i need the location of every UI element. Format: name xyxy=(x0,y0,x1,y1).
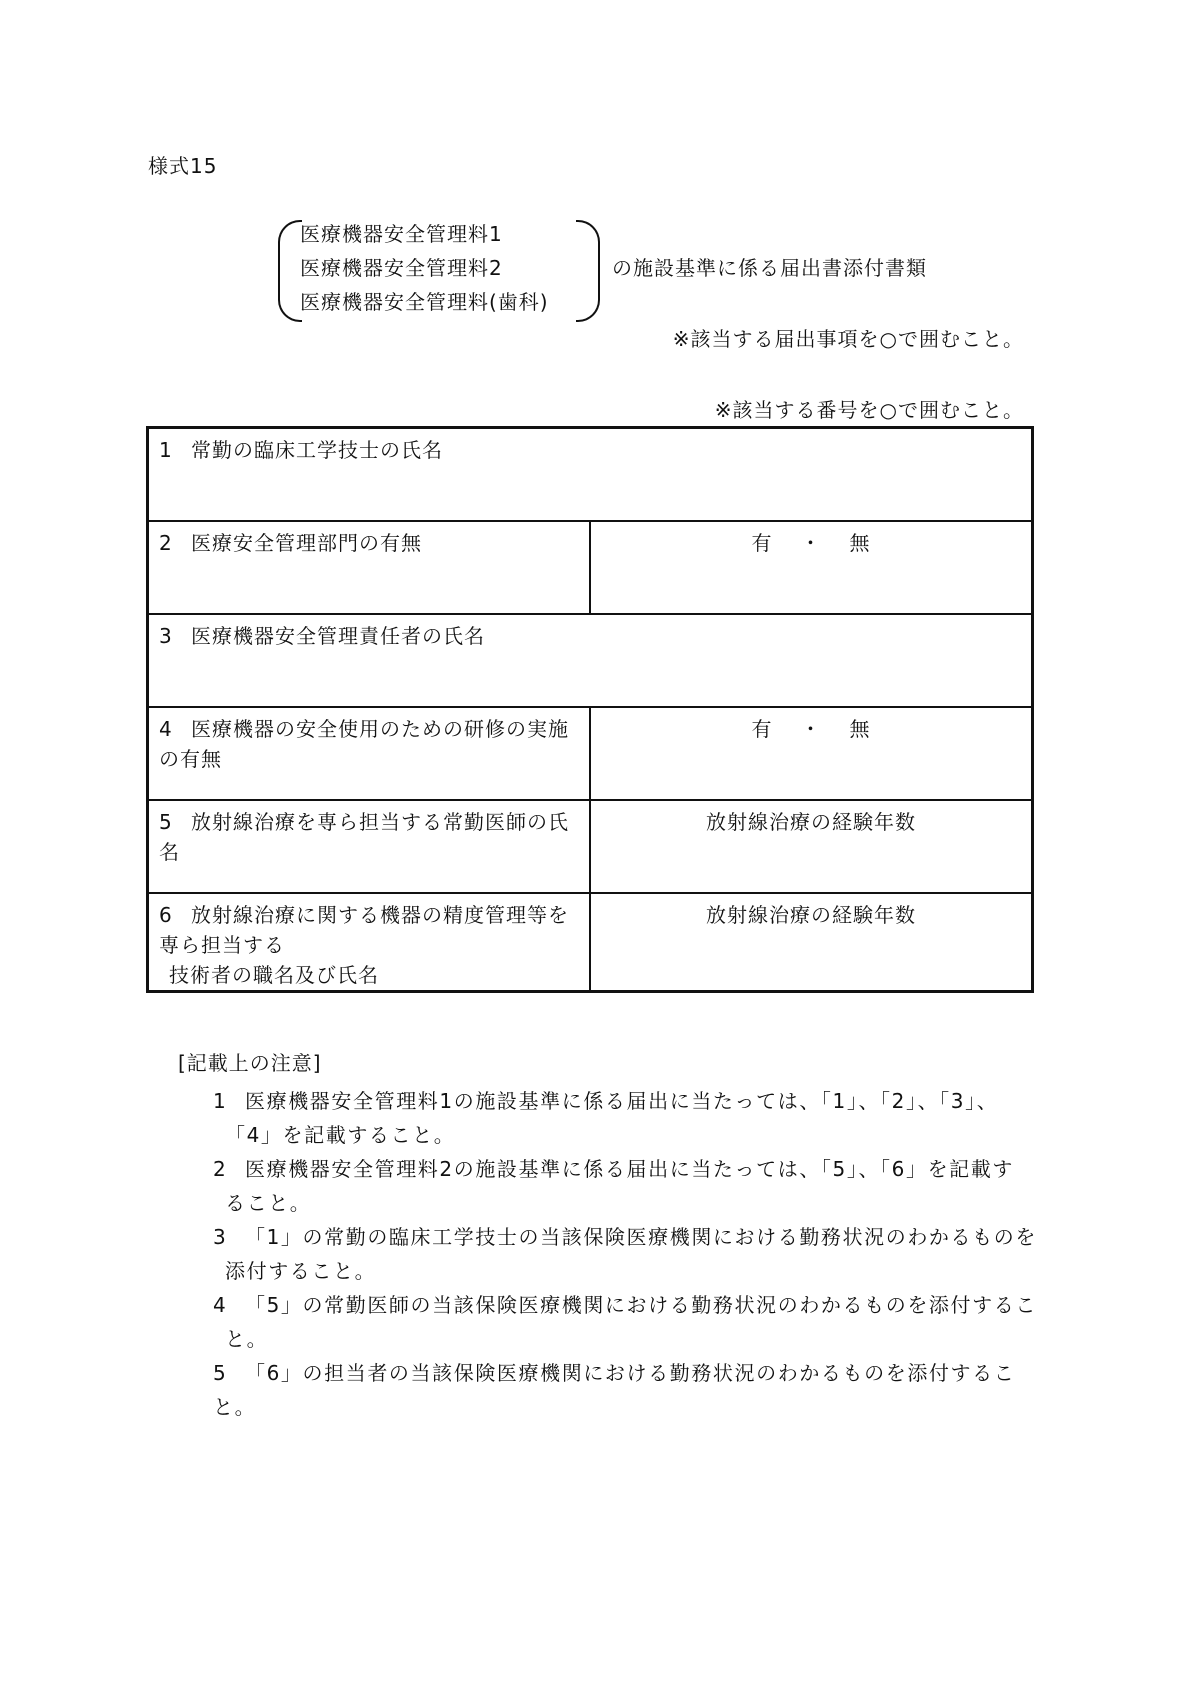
row5-years-cell[interactable] xyxy=(590,800,1033,893)
left-bracket xyxy=(278,220,302,322)
row-label: 医療機器安全管理責任者の氏名 xyxy=(191,623,485,648)
table-row xyxy=(148,707,1033,800)
note-text: 「5」の常勤医師の当該保険医療機関における勤務状況のわかるものを添付するこ xyxy=(245,1293,1037,1317)
right-bracket xyxy=(576,220,600,322)
row-number: 3 xyxy=(159,623,173,648)
row-number: 1 xyxy=(159,438,173,462)
note-item xyxy=(213,1084,1043,1152)
note-text: 「1」の常勤の臨床工学技士の当該保険医療機関における勤務状況のわかるものを xyxy=(245,1225,1037,1249)
application-table xyxy=(146,426,1034,993)
row-number: 5 xyxy=(159,809,173,834)
note-number: 2 xyxy=(213,1157,228,1181)
note-number: 1 xyxy=(213,1089,228,1113)
option-yes[interactable]: 有 xyxy=(751,530,773,555)
note-number: 4 xyxy=(213,1293,228,1317)
option-no[interactable]: 無 xyxy=(849,716,871,741)
circle-number-note: ※該当する番号を○で囲むこと。 xyxy=(714,398,1024,422)
note-text-continued: 「4」を記載すること。 xyxy=(225,1123,456,1147)
notes-list xyxy=(213,1084,1043,1424)
note-item xyxy=(213,1356,1043,1424)
row-number: 4 xyxy=(159,716,173,741)
row2-label-cell xyxy=(148,521,591,614)
table-row xyxy=(148,614,1033,707)
fee-item: 医療機器安全管理料2 xyxy=(300,256,503,280)
circle-item-note: ※該当する届出事項を○で囲むこと。 xyxy=(672,327,1024,351)
row3-cell[interactable] xyxy=(148,614,1033,707)
row5-label-cell[interactable] xyxy=(148,800,591,893)
option-yes[interactable]: 有 xyxy=(751,716,773,741)
experience-years-label: 放射線治療の経験年数 xyxy=(706,809,916,834)
row-label: 放射線治療に関する機器の精度管理等を専ら担当する xyxy=(159,902,569,957)
note-text: 医療機器安全管理料1の施設基準に係る届出に当たっては、「1」、「2」、「3」、 xyxy=(245,1089,999,1113)
row-label: 医療安全管理部門の有無 xyxy=(191,530,422,555)
note-text: 「6」の担当者の当該保険医療機関における勤務状況のわかるものを添付すること。 xyxy=(213,1361,1016,1419)
experience-years-label: 放射線治療の経験年数 xyxy=(706,902,916,927)
row1-cell[interactable] xyxy=(148,428,1033,521)
row-label: 常勤の臨床工学技士の氏名 xyxy=(191,438,443,462)
form-number: 様式15 xyxy=(148,154,218,178)
row6-label-cell[interactable] xyxy=(148,893,591,992)
option-separator: ・ xyxy=(800,716,822,741)
note-text-continued: ること。 xyxy=(225,1191,312,1215)
row-number: 2 xyxy=(159,530,173,555)
fee-list xyxy=(300,221,549,323)
note-item xyxy=(213,1220,1043,1288)
note-number: 3 xyxy=(213,1225,228,1249)
row-label: 放射線治療を専ら担当する常勤医師の氏名 xyxy=(159,809,569,864)
row6-years-cell[interactable] xyxy=(590,893,1033,992)
note-number: 5 xyxy=(213,1361,228,1385)
note-text: 医療機器安全管理料2の施設基準に係る届出に当たっては、「5」、「6」を記載す xyxy=(245,1157,1014,1181)
fee-item: 医療機器安全管理料1 xyxy=(300,222,503,246)
table-row xyxy=(148,521,1033,614)
table-row xyxy=(148,428,1033,521)
option-separator: ・ xyxy=(800,530,822,555)
row-number: 6 xyxy=(159,902,173,927)
note-item xyxy=(213,1152,1043,1220)
row4-option-cell xyxy=(590,707,1033,800)
row-label: 医療機器の安全使用のための研修の実施の有無 xyxy=(159,716,569,771)
note-text-continued: と。 xyxy=(225,1327,269,1351)
table-row xyxy=(148,893,1033,992)
row-label-continued: 技術者の職名及び氏名 xyxy=(169,962,379,987)
document-title-suffix: の施設基準に係る届出書添付書類 xyxy=(612,256,927,280)
fee-item: 医療機器安全管理料(歯科) xyxy=(300,290,549,314)
note-item xyxy=(213,1288,1043,1356)
notes-heading: [記載上の注意] xyxy=(178,1051,322,1075)
note-text-continued: 添付すること。 xyxy=(225,1259,377,1283)
option-no[interactable]: 無 xyxy=(849,530,871,555)
table-row xyxy=(148,800,1033,893)
row2-option-cell xyxy=(590,521,1033,614)
row4-label-cell xyxy=(148,707,591,800)
